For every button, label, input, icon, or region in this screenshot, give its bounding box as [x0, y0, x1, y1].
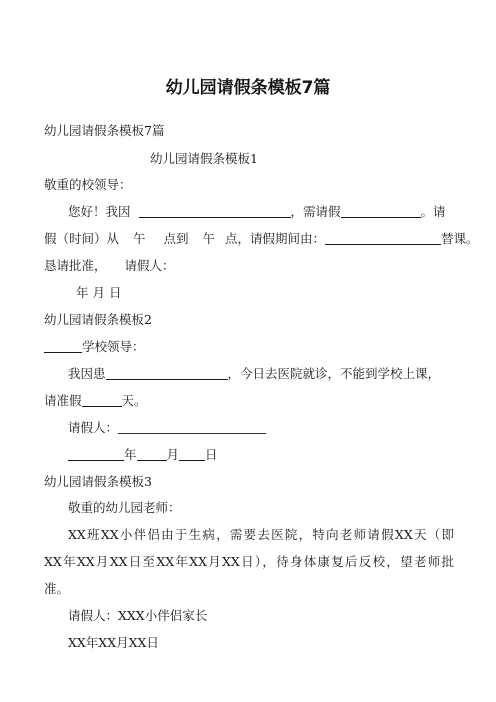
template2-text: 请假人：	[68, 420, 119, 435]
template1-text: 点到	[163, 231, 189, 246]
template1-text: 您好！我因	[68, 204, 131, 219]
duration-blank	[341, 204, 421, 218]
template2-text: ，今日去医院就诊，不能到学校上课，	[227, 366, 441, 381]
template2-text: 日	[205, 447, 218, 462]
template3-date: XX年XX月XX日	[68, 635, 159, 650]
days-blank	[82, 393, 122, 407]
template2-heading: 幼儿园请假条模板2	[44, 312, 152, 327]
template3-heading: 幼儿园请假条模板3	[44, 474, 152, 489]
template2-text: 学校领导：	[82, 339, 145, 354]
template2-text: 请准假	[44, 393, 82, 408]
year-blank	[68, 447, 124, 461]
template1-body-line2	[44, 230, 479, 248]
template1-text: ，需请假	[290, 204, 341, 219]
template1-heading: 幼儿园请假条模板1	[150, 151, 258, 166]
template2-text: 月	[166, 447, 180, 462]
template3-body-line1: XX班XX小伴侣由于生病，需要去医院，特向老师请假XX天（即	[68, 527, 454, 542]
template2-date	[68, 446, 480, 464]
template1-text: 假（时间）从	[44, 231, 120, 246]
substitute-teacher-blank	[325, 231, 441, 245]
template1-body-line1	[68, 203, 456, 221]
template2-body-line1	[68, 365, 480, 383]
day-blank	[179, 447, 205, 461]
template2-text: 我因患	[68, 366, 106, 381]
signer-blank	[118, 420, 266, 434]
template2-body-line2	[44, 392, 456, 410]
school-blank	[44, 339, 82, 353]
template3-signer: 请假人：XXX小伴侣家长	[68, 608, 208, 623]
template1-text: 请假人：	[124, 258, 175, 273]
template1-text: 午	[133, 231, 146, 246]
illness-blank	[106, 366, 228, 380]
template1-date: 年 月 日	[76, 285, 122, 300]
template1-text: 替课。	[441, 231, 479, 246]
template2-text: 天。	[121, 393, 147, 408]
template1-text: 。请	[420, 204, 446, 219]
template1-text: 午	[202, 231, 216, 246]
template2-signer	[68, 419, 480, 437]
template1-text: 点，请假期间由：	[225, 231, 326, 246]
reason-blank	[139, 204, 291, 218]
intro-heading: 幼儿园请假条模板7篇	[44, 123, 165, 138]
template3-body-line2: XX年XX月XX日至XX年XX月XX日），待身体康复后反校，望老师批	[44, 554, 454, 569]
month-blank	[137, 447, 167, 461]
template1-body-line3	[44, 257, 456, 275]
template2-text: 年	[124, 447, 137, 462]
template1-text: 恳请批准，	[44, 258, 107, 273]
document-title: 幼儿园请假条模板7篇	[165, 78, 331, 98]
template2-salutation	[44, 338, 456, 356]
template3-body-line3: 准。	[44, 581, 70, 596]
template1-salutation: 敬重的校领导：	[44, 177, 132, 192]
template3-salutation: 敬重的幼儿园老师：	[68, 500, 181, 515]
